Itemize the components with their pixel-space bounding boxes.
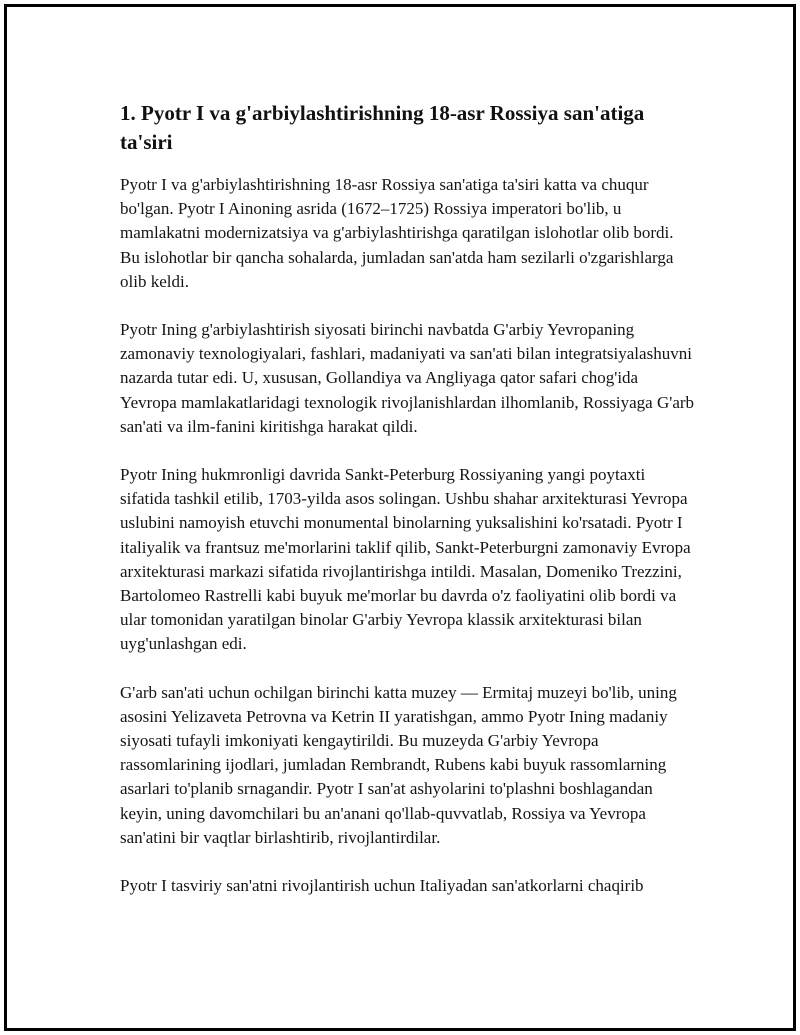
paragraph-4: G'arb san'ati uchun ochilgan birinchi katta muzey — Ermitaj muzeyi bo'lib, uning asosini Yelizaveta Petrovna va Ketrin II yaratishgan, ammo Pyotr Ining madaniy siyosati tufayli imkoniyati kengaytirildi. Bu muzeyda G'arbiy Yevropa rassomlarining ijodlari, jumladan Rembrandt, Rubens kabi buyuk rassomlarning asarlari to'planib srnagandir. Pyotr I san'at ashyolarini to'plashni boshlagandan keyin, uning davomchilari bu an'anani qo'llab-quvvatlab, Rossiya va Yevropa san'atini bir vaqtlar birlashtirib, rivojlantirdilar.: [120, 682, 677, 847]
document-body: [120, 99, 695, 922]
paragraph-3: Pyotr Ining hukmronligi davrida Sankt-Peterburg Rossiyaning yangi poytaxti sifatida tashkil etilib, 1703-yilda asos solingan. Ushbu shahar arxitekturasi Yevropa uslubini namoyish etuvchi monumental binolarning yuksalishini ko'rsatadi. Pyotr I italiyalik va frantsuz me'morlarini taklif qilib, Sankt-Peterburgni zamonaviy Evropa arxitekturasi markazi sifatida rivojlantirishga intildi. Masalan, Domeniko Trezzini, Bartolomeo Rastrelli kabi buyuk me'morlar bu davrda o'z faoliyatini olib bordi va ular tomonidan yaratilgan binolar G'arbiy Yevropa klassik arxitekturasi bilan uyg'unlashgan edi.: [120, 465, 691, 654]
paragraph-1: Pyotr I va g'arbiylashtirishning 18-asr Rossiya san'atiga ta'siri katta va chuqur bo'lgan. Pyotr I Ainoning asrida (1672–1725) Rossiya imperatori bo'lib, u mamlakatni modernizatsiya va g'arbiylashtirishga qaratilgan islohotlar olib bordi. Bu islohotlar bir qancha sohalarda, jumladan san'atda ham sezilarli o'zgarishlarga olib keldi.: [120, 175, 674, 291]
paragraph-2: Pyotr Ining g'arbiylashtirish siyosati birinchi navbatda G'arbiy Yevropaning zamonaviy texnologiyalari, fashlari, madaniyati va san'ati bilan integratsiyalashuvni nazarda tutar edi. U, xususan, Gollandiya va Angliyaga qator safari chog'ida Yevropa mamlakatlaridagi texnologik rivojlanishlardan ilhomlanib, Rossiyaga G'arb san'ati va ilm-fanini kiritishga harakat qildi.: [120, 320, 695, 436]
paragraph-5: Pyotr I tasviriy san'atni rivojlantirish uchun Italiyadan san'atkorlarni chaqirib: [120, 876, 644, 896]
document-heading: 1. Pyotr I va g'arbiylashtirishning 18-asr Rossiya san'atiga ta'siri: [120, 101, 645, 154]
page-frame: [4, 4, 796, 1031]
